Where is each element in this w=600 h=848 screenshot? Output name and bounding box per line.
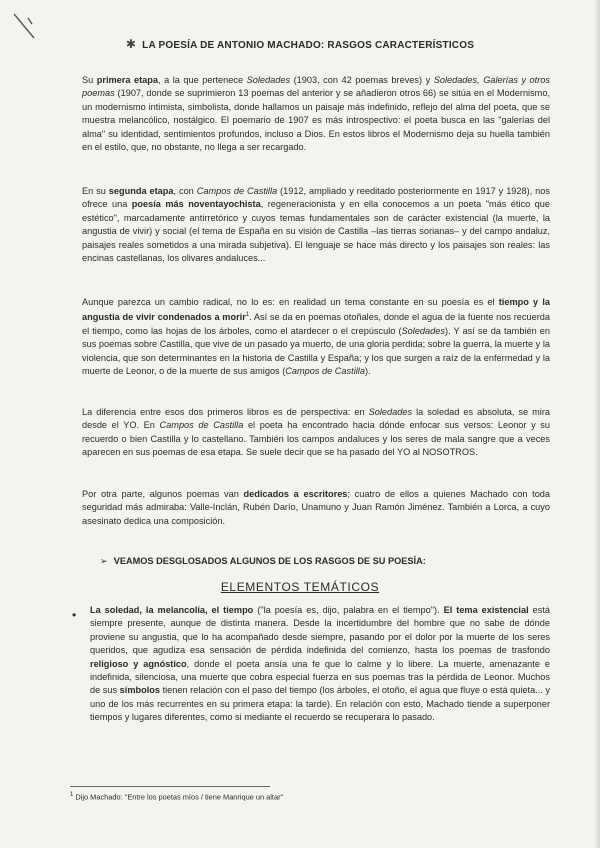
subsection-title: ELEMENTOS TEMÁTICOS: [220, 580, 380, 594]
paragraph-second-stage: En su segunda etapa, con Campos de Castilla (1912, ampliado y reeditado posteriormente en 1917 y 1928), nos ofrece una poesía más noventayochista, regeneracionista y en ella conocemos a un poeta "más ético que estético", marcadamente antirretórico y cuyos temas fundamentales son de carácter existencial (la muerte, la angustia de vivir) y social (el tema de España en su visión de Castilla –las tierras sorianas– y del campo andaluz, paisajes reales sometidos a una mirada subjetiva). El lenguaje se hace más directo y los paisajes son reales: las encinas castellanas, los olivares andaluces...: [82, 186, 550, 264]
footnote: $^1$ Dijo Machado: "Entre los poetas míos / tiene Manrique un altar": [70, 792, 284, 802]
footnote-reference: 1: [245, 312, 250, 319]
asterisk-icon: ✱: [125, 37, 137, 51]
bullet-item-themes: La soledad, la melancolía, el tiempo ("la poesía es, dijo, palabra en el tiempo"). El tema existencial está siempre presente, aunque de distinta manera. Desde la incertidumbre del hombre que no sabe de dónde proviene su angustia, que lo ha acompañado desde siempre, pasando por el dolor por la muerte de los seres queridos, que agudiza esa sensación de pérdida indefinida del comienzo, hasta los poemas de trasfondo religioso y agnóstico, donde el poeta ansía una fe que lo calme y lo libere. La muerte, amenazante e indefinida, silenciosa, una muerte que cobra especial fuerza en sus poemas tras la pérdida de Leonor. Muchos de sus símbolos tienen relación con el paso del tiempo (los árboles, el otoño, el agua que fluye o está quieta... y uno de los más recurrentes en su primera etapa: la tarde). En relación con esto, Machado tiende a superponer tiempos y lugares diferentes, como si mediante el recuerdo se recuperara lo pasado.: [90, 605, 550, 723]
page-title: ✱ LA POESÍA DE ANTONIO MACHADO: RASGOS CARACTERÍSTICOS: [125, 37, 475, 51]
paragraph-first-stage: Su primera etapa, a la que pertenece Soledades (1903, con 42 poemas breves) y Soledades, Galerías y otros poemas (1907, donde se suprimieron 13 poemas del anterior y se añadieron otros 66) se sitúa en el Modernismo, un modernismo intimista, simbolista, donde hallamos un paisaje más indefinido, reflejo del alma del poeta, que se muestra melancólico, nostálgico. El poemario de 1907 es más introspectivo: el poeta busca en las "galerías del alma" su identidad, sentimientos profundos, incluso a Dios. En estos libros el Modernismo deja su huella también en el estilo, que, no obstante, no llega a ser recargado.: [82, 75, 550, 153]
paragraph-time-theme: Aunque parezca un cambio radical, no lo es: en realidad un tema constante en su poesía es el tiempo y la angustia de vivir condenados a morir$^1$. Así se da en poemas otoñales, donde el agua de la fuente nos recuerda el tiempo, como las hojas de los árboles, como el atardecer o el crepúsculo (Soledades). Y así se da también en sus poemas sobre Castilla, que vive de un pasado ya muerto, de una gloria perdida; sobre la guerra, la muerte y la violencia, que son determinantes en la historia de Castilla y España; y los que surgen a raíz de la enfermedad y la muerte de Leonor, o de la muerte de sus amigos (Campos de Castilla).: [82, 297, 550, 377]
footnote-divider: [70, 786, 270, 787]
paragraph-dedications: Por otra parte, algunos poemas van dedicados a escritores; cuatro de ellos a quienes Machado con toda seguridad más admiraba: Valle-Inclán, Rubén Darío, Unamuno y Juan Ramón Jiménez. También a Lorca, a cuyo asesinato dedica una composición.: [82, 489, 551, 526]
paragraph-perspective: La diferencia entre esos dos primeros libros es de perspectiva: en Soledades la soledad es absoluta, se mira desde el YO. En Campos de Castilla el poeta ha encontrado hacia dónde enfocar sus versos: Leonor y su recuerdo o bien Castilla y lo castellano. También los campos andaluces y los seres de mala sangre que a veces aparecen en sus poemas de esa etapa. Se suele decir que se ha pasado del YO al NOSOTROS.: [82, 407, 550, 458]
arrow-bullet-icon: ➢: [100, 556, 108, 566]
section-heading: ➢ VEAMOS DESGLOSADOS ALGUNOS DE LOS RASGOS DE SU POESÍA:: [100, 556, 426, 566]
page-edge-shadow: [594, 0, 600, 848]
bullet-dot-icon: •: [72, 608, 77, 622]
